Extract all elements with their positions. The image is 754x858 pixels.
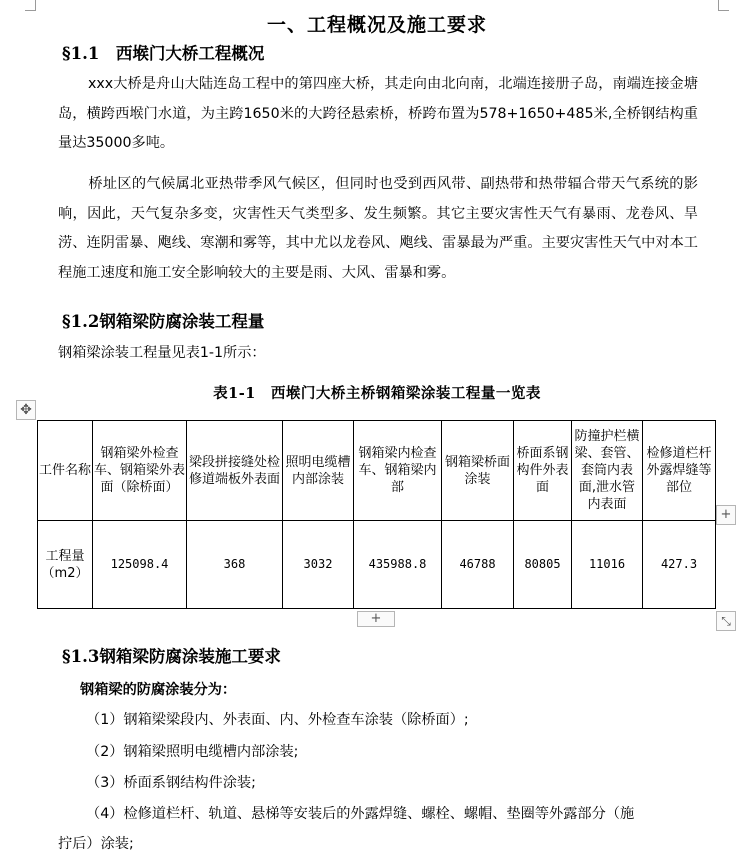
table-header-cell: 防撞护栏横梁、套管、套筒内表面,泄水管内表面 xyxy=(572,421,643,521)
quantity-table xyxy=(37,420,716,609)
table-header-cell: 桥面系钢构件外表面 xyxy=(514,421,572,521)
page-heading: 一、工程概况及施工要求 xyxy=(266,14,487,36)
section-1-2-title: §1.2钢箱梁防腐涂装工程量 xyxy=(62,312,265,331)
table-cell: 46788 xyxy=(442,521,514,609)
table-cell: 435988.8 xyxy=(354,521,442,609)
table-cell: 427.3 xyxy=(643,521,716,609)
section-1-3-title: §1.3钢箱梁防腐涂装施工要求 xyxy=(62,647,281,666)
section-1-3-lead: 钢箱梁的防腐涂装分为： xyxy=(80,682,237,698)
list-item: （3）桥面系钢结构件涂装; xyxy=(86,775,256,791)
resize-diagonal-icon[interactable]: ⤡ xyxy=(716,611,736,631)
table-header-row xyxy=(38,421,716,521)
table-header-cell: 梁段拼接缝处检修道端板外表面 xyxy=(187,421,283,521)
move-arrows-icon[interactable]: ✥ xyxy=(16,400,36,420)
table-cell: 11016 xyxy=(572,521,643,609)
table-cell: 368 xyxy=(187,521,283,609)
table-cell: 3032 xyxy=(283,521,354,609)
table-caption: 表1-1 西堠门大桥主桥钢箱梁涂装工程量一览表 xyxy=(213,385,541,402)
table-header-cell: 钢箱梁桥面涂装 xyxy=(442,421,514,521)
table-header-cell: 钢箱梁内检查车、钢箱梁内部 xyxy=(354,421,442,521)
table-header-cell: 工件名称 xyxy=(38,421,93,521)
add-column-button[interactable]: + xyxy=(716,505,736,525)
list-item: （4）检修道栏杆、轨道、悬梯等安装后的外露焊缝、螺栓、螺帽、垫圈等外露部分（施 xyxy=(86,806,635,822)
section-1-1-paragraph-1: xxx大桥是舟山大陆连岛工程中的第四座大桥，其走向由北向南，北端连接册子岛，南端连接金塘岛，横跨西堠门水道，为主跨1650米的大跨径悬索桥，桥跨布置为578+1650+485米,全桥钢结构重量达35000多吨。 xyxy=(58,76,698,151)
add-row-button[interactable]: + xyxy=(357,611,395,627)
section-1-1-paragraph-2: 桥址区的气候属北亚热带季风气候区，但同时也受到西风带、副热带和热带辐合带天气系统的影响，因此，天气复杂多变，灾害性天气类型多、发生频繁。其它主要灾害性天气有暴雨、龙卷风、旱涝、连阴雷暴、飑线、寒潮和雾等，其中尤以龙卷风、飑线、雷暴最为严重。主要灾害性天气中对本工程施工速度和施工安全影响较大的主要是雨、大风、雷暴和雾。 xyxy=(58,176,698,281)
table-row-label: 工程量（m2） xyxy=(38,521,93,609)
table-header-cell: 照明电缆槽内部涂装 xyxy=(283,421,354,521)
list-item: （1）钢箱梁梁段内、外表面、内、外检查车涂装（除桥面）; xyxy=(86,712,469,728)
list-item: （2）钢箱梁照明电缆槽内部涂装; xyxy=(86,744,299,760)
section-1-2-intro: 钢箱梁涂装工程量见表1-1所示： xyxy=(58,345,266,361)
table-cell: 125098.4 xyxy=(93,521,187,609)
table-cell: 80805 xyxy=(514,521,572,609)
list-item: 拧后）涂装; xyxy=(58,836,134,852)
table-header-cell: 检修道栏杆外露焊缝等部位 xyxy=(643,421,716,521)
section-1-1-title: §1.1 西堠门大桥工程概况 xyxy=(62,44,265,63)
table-header-cell: 钢箱梁外检查车、钢箱梁外表面（除桥面） xyxy=(93,421,187,521)
table-row xyxy=(38,521,716,609)
